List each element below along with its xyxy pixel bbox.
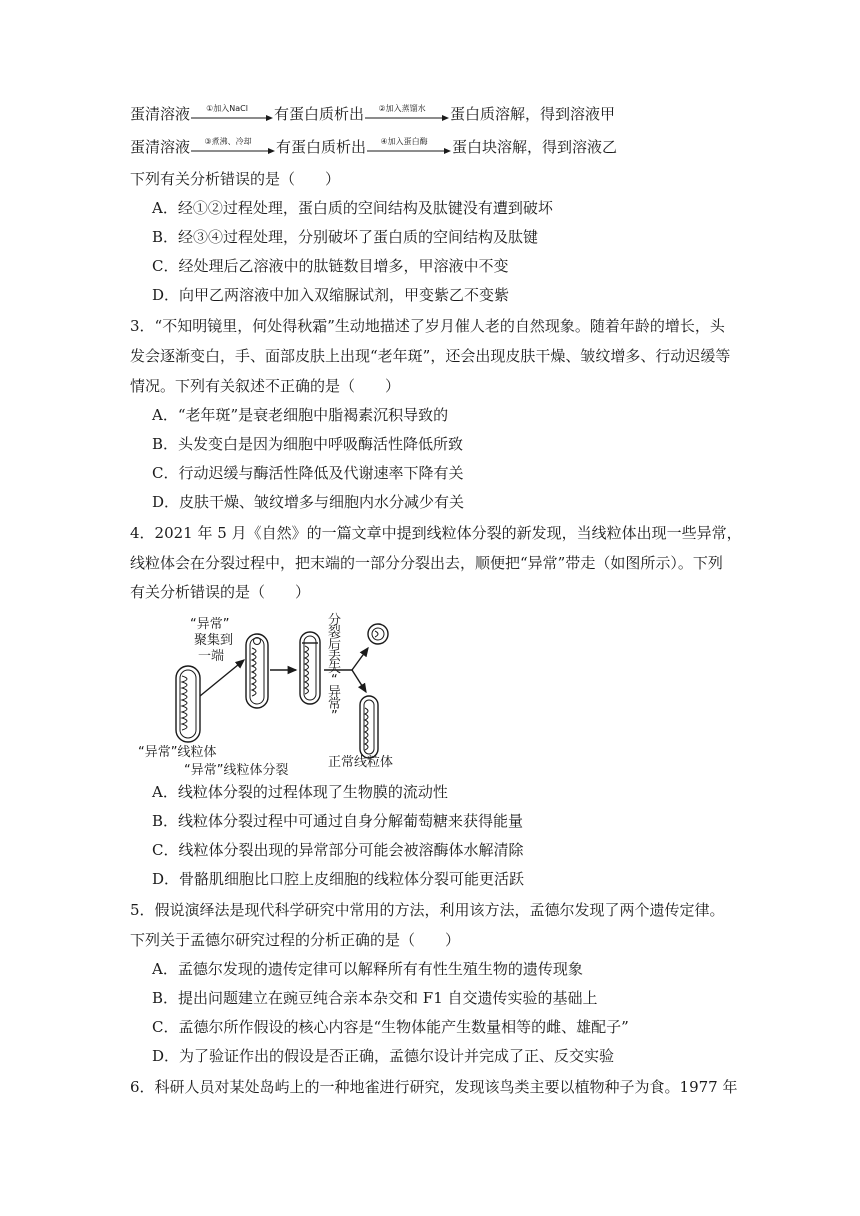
reaction1-step1-label: ①加入NaCl [206,104,248,113]
q6-line-1: 6．科研人员对某处岛屿上的一种地雀进行研究，发现该鸟类主要以植物种子为食。1977 年 [130,1078,738,1096]
q5-option-b: B．提出问题建立在豌豆纯合亲本杂交和 F1 自交遗传实验的基础上 [152,989,598,1007]
q5-line-2: 下列关于孟德尔研究过程的分析正确的是（ ） [130,931,461,949]
reaction1-step2-label: ②加入蒸馏水 [378,104,426,113]
label-normal-mitochondrion: 正常线粒体 [328,755,394,770]
q5-line-1: 5．假说演绎法是现代科学研究中常用的方法，利用该方法，孟德尔发现了两个遗传定律。 [130,901,725,919]
label-split-4: 丢 [328,649,342,664]
q2-option-c: C．经处理后乙溶液中的肽链数目增多，甲溶液中不变 [152,257,509,275]
label-gather-2: 聚集到 [194,633,234,648]
q2-option-b: B．经③④过程处理，分别破坏了蛋白质的空间结构及肽键 [152,228,539,246]
label-split-2: 裂 [328,625,342,640]
q3-option-b: B．头发变白是因为细胞中呼吸酶活性降低所致 [152,435,464,453]
normal-mitochondrion-icon [360,696,378,758]
reaction2-mid: 有蛋白质析出 [276,138,367,156]
reaction-line-1 [130,104,615,125]
reaction1-mid: 有蛋白质析出 [274,105,365,123]
q5-option-a: A．孟德尔发现的遗传定律可以解释所有有性生殖生物的遗传现象 [152,960,583,978]
reaction2-step2-label: ④加入蛋白酶 [380,137,428,146]
gathered-mitochondrion-icon [246,634,268,708]
reaction1-arrow-2 [364,105,450,125]
reaction1-end: 蛋白质溶解，得到溶液甲 [450,105,616,123]
q3-line-2: 发会逐渐变白，手、面部皮肤上出现“老年斑”，还会出现皮肤干燥、皱纹增多、行动迟缓等 [130,347,731,365]
label-gather-1: “异常” [190,617,230,632]
label-split-6: “ [331,673,338,688]
label-split-1: 分 [328,613,342,628]
q4-option-b: B．线粒体分裂过程中可通过自身分解葡萄糖来获得能量 [152,812,524,830]
q2-option-a: A．经①②过程处理，蛋白质的空间结构及肽键没有遭到破坏 [152,199,553,217]
reaction-line-2 [130,137,617,158]
mitochondria-division-figure [138,612,420,778]
q3-option-c: C．行动迟缓与酶活性降低及代谢速率下降有关 [152,464,464,482]
q4-line-1: 4．2021 年 5 月《自然》的一篇文章中提到线粒体分裂的新发现，当线粒体出现一些异常， [130,524,742,542]
q2-stem: 下列有关分析错误的是（ ） [130,170,341,188]
q4-line-2: 线粒体会在分裂过程中，把末端的一部分分裂出去，顺便把“异常”带走（如图所示）。下列 [130,554,723,572]
label-division: “异常”线粒体分裂 [184,763,289,778]
q4-option-a: A．线粒体分裂的过程体现了生物膜的流动性 [152,783,448,801]
dividing-mitochondrion-icon [300,632,320,704]
q3-line-1: 3．“不知明镜里，何处得秋霜”生动地描述了岁月催人老的自然现象。随着年龄的增长，头 [130,317,725,335]
label-split-7: 异 [328,685,342,700]
reaction2-start: 蛋清溶液 [130,138,191,156]
reaction2-arrow-1 [190,138,276,158]
reaction2-arrow-2 [366,138,452,158]
label-abnormal-mitochondrion: “异常”线粒体 [138,745,217,760]
q5-option-d: D．为了验证作出的假设是否正确，孟德尔设计并完成了正、反交实验 [152,1047,615,1065]
reaction2-step1-label: ③煮沸、冷却 [204,137,252,146]
q4-option-c: C．线粒体分裂出现的异常部分可能会被溶酶体水解清除 [152,841,524,859]
q3-line-3: 情况。下列有关叙述不正确的是（ ） [130,377,401,395]
abnormal-mitochondrion-icon [176,666,200,742]
q5-option-c: C．孟德尔所作假设的核心内容是“生物体能产生数量相等的雌、雄配子” [152,1018,629,1036]
q3-option-a: A．“老年斑”是衰老细胞中脂褐素沉积导致的 [152,406,449,424]
reaction2-end: 蛋白块溶解，得到溶液乙 [452,138,618,156]
label-split-5: 失 [328,661,342,676]
reaction1-start: 蛋清溶液 [130,105,191,123]
lost-abnormal-part-icon [368,624,388,644]
label-split-8: 常 [328,697,342,712]
q3-option-d: D．皮肤干燥、皱纹增多与细胞内水分减少有关 [152,493,465,511]
reaction1-arrow-1 [190,105,274,125]
q4-option-d: D．骨骼肌细胞比口腔上皮细胞的线粒体分裂可能更活跃 [152,870,525,888]
label-split-3: 后 [328,637,342,652]
q2-option-d: D．向甲乙两溶液中加入双缩脲试剂，甲变紫乙不变紫 [152,286,510,304]
label-gather-3: 一端 [198,649,225,664]
label-split-9: ” [331,709,338,724]
q4-line-3: 有关分析错误的是（ ） [130,583,311,601]
